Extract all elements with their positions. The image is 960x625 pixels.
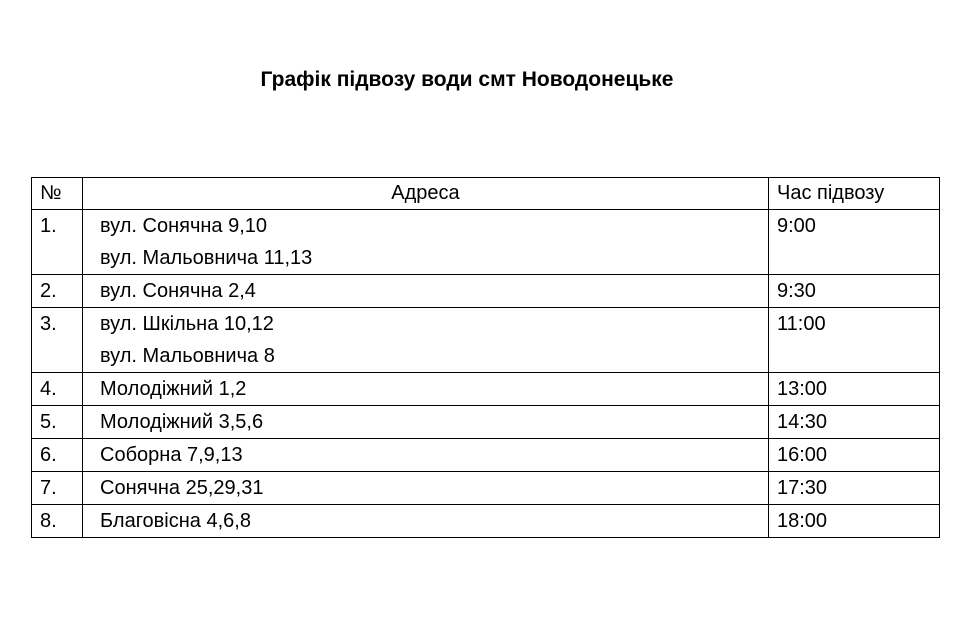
address-line: вул. Шкільна 10,12 bbox=[100, 313, 274, 335]
address-line: Соборна 7,9,13 bbox=[100, 444, 243, 466]
header-number: № bbox=[32, 178, 83, 210]
row-number: 7. bbox=[32, 472, 83, 505]
document-title: Графік підвозу води смт Новодонецьке bbox=[260, 68, 674, 91]
header-address: Адреса bbox=[83, 178, 769, 210]
row-time: 18:00 bbox=[769, 505, 940, 538]
row-time: 14:30 bbox=[769, 406, 940, 439]
row-address bbox=[83, 439, 769, 472]
row-address bbox=[83, 373, 769, 406]
table-row bbox=[32, 275, 940, 308]
table-row bbox=[32, 308, 940, 373]
row-number: 5. bbox=[32, 406, 83, 439]
table-row bbox=[32, 406, 940, 439]
table-row bbox=[32, 439, 940, 472]
row-number: 3. bbox=[32, 308, 83, 373]
row-number: 1. bbox=[32, 210, 83, 275]
table-row bbox=[32, 373, 940, 406]
row-time: 16:00 bbox=[769, 439, 940, 472]
row-number: 4. bbox=[32, 373, 83, 406]
row-address bbox=[83, 275, 769, 308]
row-address bbox=[83, 472, 769, 505]
row-address bbox=[83, 505, 769, 538]
row-time: 13:00 bbox=[769, 373, 940, 406]
address-line: вул. Мальовнича 11,13 bbox=[100, 247, 313, 269]
row-number: 8. bbox=[32, 505, 83, 538]
address-line: Молодіжний 3,5,6 bbox=[100, 411, 264, 433]
address-line: вул. Мальовнича 8 bbox=[100, 345, 275, 367]
row-time: 11:00 bbox=[769, 308, 940, 373]
row-address bbox=[83, 406, 769, 439]
row-time: 9:00 bbox=[769, 210, 940, 275]
table-header-row bbox=[32, 178, 940, 210]
table-row bbox=[32, 210, 940, 275]
table-row bbox=[32, 472, 940, 505]
water-delivery-schedule-table bbox=[31, 177, 940, 538]
row-address bbox=[83, 308, 769, 373]
row-time: 9:30 bbox=[769, 275, 940, 308]
address-line: Молодіжний 1,2 bbox=[100, 378, 247, 400]
header-time: Час підвозу bbox=[769, 178, 940, 210]
row-time: 17:30 bbox=[769, 472, 940, 505]
table-row bbox=[32, 505, 940, 538]
row-address bbox=[83, 210, 769, 275]
row-number: 2. bbox=[32, 275, 83, 308]
row-number: 6. bbox=[32, 439, 83, 472]
address-line: Сонячна 25,29,31 bbox=[100, 477, 264, 499]
address-line: вул. Сонячна 9,10 bbox=[100, 215, 268, 237]
address-line: Благовісна 4,6,8 bbox=[100, 510, 251, 532]
address-line: вул. Сонячна 2,4 bbox=[100, 280, 256, 302]
